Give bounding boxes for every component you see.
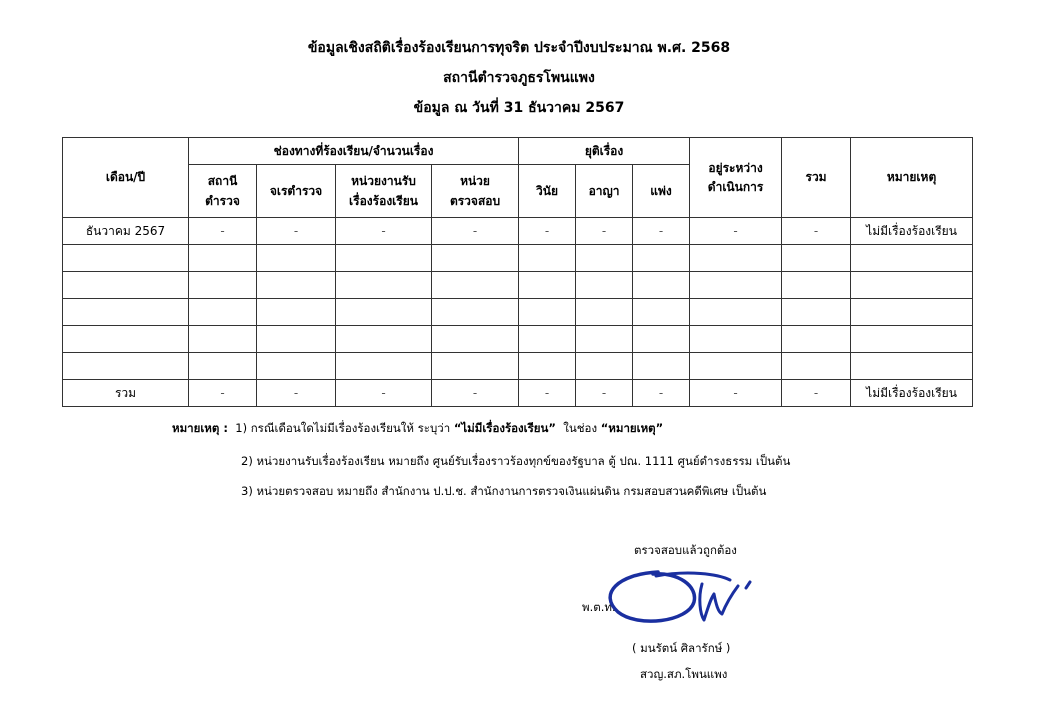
station-name: สถานีตำรวจภูธรโพนแพง — [443, 70, 595, 86]
signer-position: สวญ.สภ.โพนแพง — [640, 667, 728, 681]
table-row-empty — [63, 299, 973, 326]
table-row-empty — [63, 245, 973, 272]
channel-audit-header: หน่วย ตรวจสอบ — [432, 165, 519, 218]
note-1: หมายเหตุ : 1) กรณีเดือนใดไม่มีเรื่องร้องเรียนให้ ระบุว่า “ไม่มีเรื่องร้องเรียน” ในช่อง “หมายเหตุ” — [172, 421, 664, 435]
cell: - — [189, 380, 257, 407]
end-civil-header: แพ่ง — [633, 165, 690, 218]
table-row — [63, 218, 973, 245]
note-3: 3) หน่วยตรวจสอบ หมายถึง สำนักงาน ป.ป.ช. สำนักงานการตรวจเงินแผ่นดิน กรมสอบสวนคดีพิเศษ เป็นต้น — [241, 484, 767, 498]
cell: - — [782, 380, 851, 407]
cell: - — [633, 218, 690, 245]
row-remark: ไม่มีเรื่องร้องเรียน — [851, 218, 973, 245]
total-remark: ไม่มีเรื่องร้องเรียน — [851, 380, 973, 407]
total-row — [63, 380, 973, 407]
cell: - — [519, 218, 576, 245]
cell: - — [690, 218, 782, 245]
end-criminal-header: อาญา — [576, 165, 633, 218]
note-2: 2) หน่วยงานรับเรื่องร้องเรียน หมายถึง ศูนย์รับเรื่องราวร้องทุกข์ของรัฐบาล ตู้ ปณ. 1111 ศูนย์ดำรงธรรม เป็นต้น — [241, 454, 791, 468]
concluded-group-header: ยุติเรื่อง — [519, 138, 690, 165]
table-row-empty — [63, 326, 973, 353]
cell: - — [336, 380, 432, 407]
channel-group-header: ช่องทางที่ร้องเรียน/จำนวนเรื่อง — [189, 138, 519, 165]
cell: - — [257, 380, 336, 407]
cell: - — [189, 218, 257, 245]
cell: - — [576, 380, 633, 407]
end-discipline-header: วินัย — [519, 165, 576, 218]
cell: - — [432, 218, 519, 245]
cell: - — [432, 380, 519, 407]
handwritten-signature — [598, 564, 758, 634]
table-row-empty — [63, 272, 973, 299]
cell: - — [257, 218, 336, 245]
col-month-header: เดือน/ปี — [63, 138, 189, 218]
row-month: ธันวาคม 2567 — [63, 218, 189, 245]
col-remark-header: หมายเหตุ — [851, 138, 973, 218]
notes-label: หมายเหตุ : — [172, 421, 228, 435]
signer-name: ( มนรัตน์ ศิลารักษ์ ) — [632, 641, 731, 655]
complaint-statistics-table — [62, 137, 973, 407]
cell: - — [336, 218, 432, 245]
channel-agency-header: หน่วยงานรับ เรื่องร้องเรียน — [336, 165, 432, 218]
verified-text: ตรวจสอบแล้วถูกต้อง — [634, 543, 737, 557]
cell: - — [576, 218, 633, 245]
data-date: ข้อมูล ณ วันที่ 31 ธันวาคม 2567 — [413, 100, 625, 116]
report-title: ข้อมูลเชิงสถิติเรื่องร้องเรียนการทุจริต ประจำปีงบประมาณ พ.ศ. 2568 — [307, 40, 731, 56]
signer-rank: พ.ต.ท. — [582, 600, 616, 614]
col-total-header: รวม — [782, 138, 851, 218]
total-label: รวม — [63, 380, 189, 407]
ongoing-header: อยู่ระหว่าง ดำเนินการ — [690, 138, 782, 218]
cell: - — [519, 380, 576, 407]
channel-inspector-header: จเรตำรวจ — [257, 165, 336, 218]
table-row-empty — [63, 353, 973, 380]
channel-station-header: สถานี ตำรวจ — [189, 165, 257, 218]
cell: - — [782, 218, 851, 245]
cell: - — [690, 380, 782, 407]
cell: - — [633, 380, 690, 407]
